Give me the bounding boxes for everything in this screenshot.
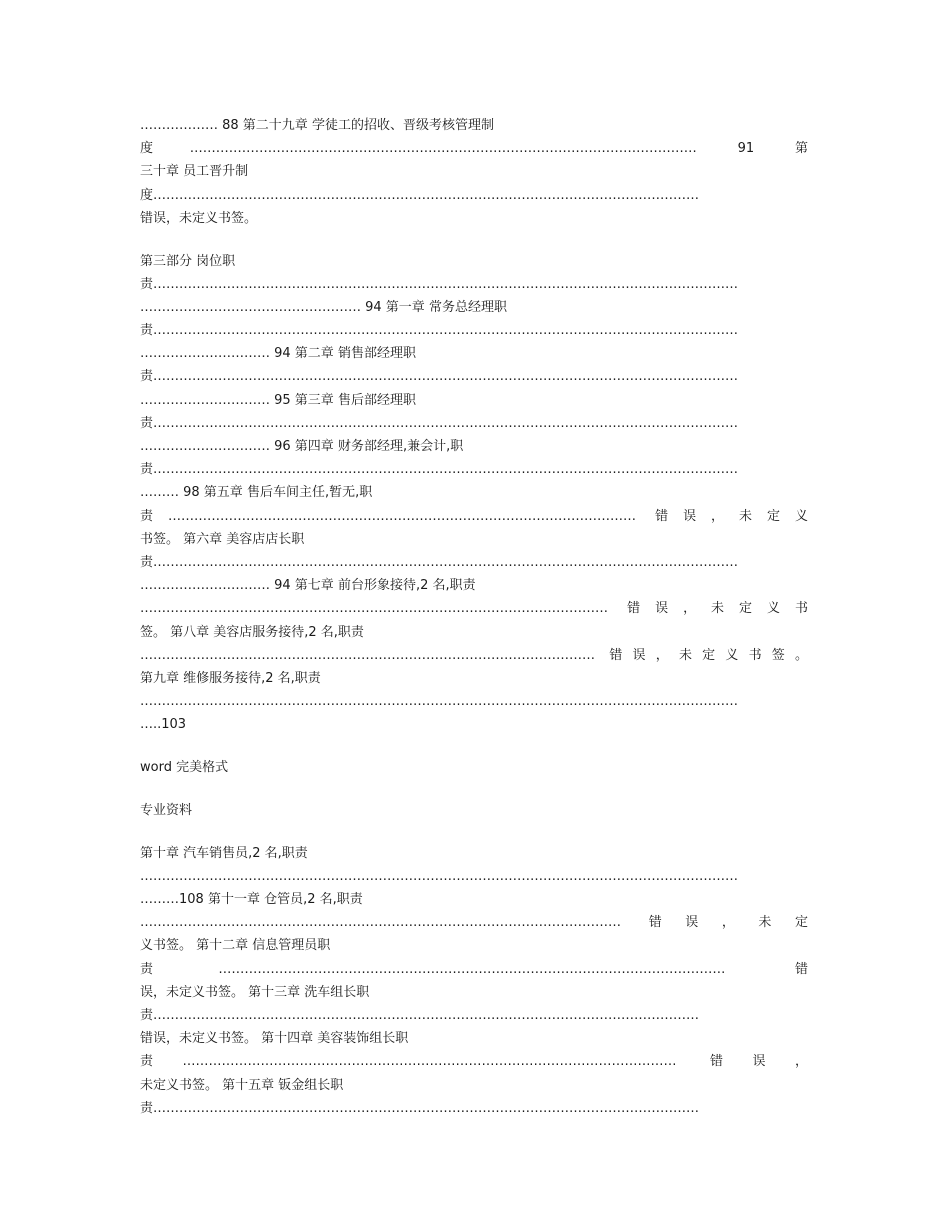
document-page [140,114,808,1120]
toc-line: 责……………………………………………………………………………………………………………………… [140,415,738,431]
toc-line: 书签。 第六章 美容店店长职 [140,531,305,547]
toc-line: 第三部分 岗位职 [140,253,236,269]
toc-line: ………………………………………………………………………………………………… 错误，未定 [140,915,808,931]
toc-line: 义书签。 第十二章 信息管理员职 [140,938,331,954]
toc-line: 责……………………………………………………………………………………………… 错误，未定义 [140,508,808,524]
toc-line: ………………………………………………………………………………………………………………………… [140,694,738,710]
toc-line: 度……………………………………………………………………………………………………………… [140,187,699,203]
toc-line: 责……………………………………………………………………………………………………………………… [140,462,738,478]
toc-line: 错误，未定义书签。 第十四章 美容装饰组长职 [140,1031,409,1047]
toc-line: ………………………………………………………………………………………………………………………… [140,868,738,884]
toc-line: 责……………………………………………………………………………………………………………… [140,1100,699,1116]
paragraph-gap [140,779,808,799]
toc-line: 签。 第八章 美容店服务接待,2 名,职责 [140,624,364,640]
toc-line: 度……………………………………………………………………………………………………… 91 第 [140,141,808,157]
paragraph-gap [140,736,808,756]
toc-line: ……………… 88 第二十九章 学徒工的招收、晋级考核管理制 [140,118,494,133]
toc-line: 责…………………………………………………………………………………………………… 错误， [140,1054,808,1070]
toc-line: ………………………… 94 第七章 前台形象接待,2 名,职责 [140,578,476,594]
toc-line: 错误，未定义书签。 [140,210,258,226]
toc-line: word 完美格式 [140,760,229,776]
paragraph-gap [140,230,808,250]
toc-line: 责……………………………………………………………………………………………………………………… [140,369,738,385]
toc-line: ………108 第十一章 仓管员,2 名,职责 [140,892,363,907]
toc-line: 未定义书签。 第十五章 钣金组长职 [140,1077,344,1093]
toc-line: ………………………… 94 第二章 销售部经理职 [140,346,416,362]
toc-line: …………………………………………… 94 第一章 常务总经理职 [140,299,507,315]
toc-line: ………………………… 96 第四章 财务部经理,兼会计,职 [140,439,464,455]
toc-line: 第十章 汽车销售员,2 名,职责 [140,845,308,861]
toc-line: 责……………………………………………………………………………………………………………………… [140,323,738,339]
toc-line: …………………………………………………………………………………………… 错误，未定义书签。 [140,647,808,663]
toc-line: 三十章 员工晋升制 [140,164,249,180]
toc-line: 第九章 维修服务接待,2 名,职责 [140,670,321,686]
paragraph-gap [140,822,808,842]
toc-line: 专业资料 [140,802,193,818]
toc-line: 责……………………………………………………………………………………………………………………… [140,554,738,570]
toc-line: 责……………………………………………………………………………………………………… 错 [140,961,808,977]
toc-line: 责……………………………………………………………………………………………………………………… [140,276,738,292]
toc-line: ……………………………………………………………………………………………… 错误，未定义书 [140,601,808,617]
toc-line: …..103 [140,717,187,733]
toc-line: ………………………… 95 第三章 售后部经理职 [140,392,416,408]
toc-line: 误，未定义书签。 第十三章 洗车组长职 [140,984,370,1000]
toc-line: ……… 98 第五章 售后车间主任,暂无,职 [140,485,373,501]
toc-line: 责……………………………………………………………………………………………………………… [140,1007,699,1023]
